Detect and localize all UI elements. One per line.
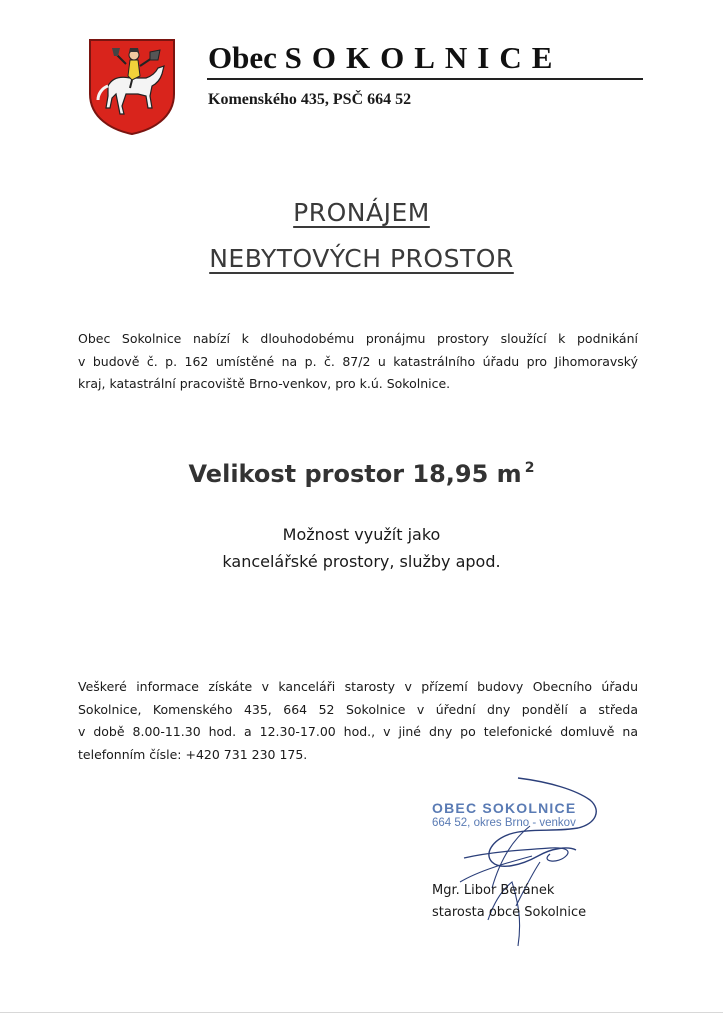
- space-size-exponent: 2: [524, 460, 535, 476]
- usage-line-1: Možnost využít jako: [282, 525, 441, 544]
- space-size-text: Velikost prostor 18,95 m: [188, 460, 522, 488]
- info-line: Sokolnice, Komenského 435, 664 52 Sokolnice v úřední dny pondělí a středa: [78, 701, 638, 717]
- municipality-prefix: Obec: [208, 40, 277, 75]
- municipality-address: Komenského 435, PSČ 664 52: [208, 91, 412, 108]
- info-line: telefonním čísle: +420 731 230 175.: [78, 746, 308, 762]
- handwritten-signature: [400, 770, 640, 960]
- title-line-2: NEBYTOVÝCH PROSTOR: [209, 244, 514, 273]
- intro-line: v budově č. p. 162 umístěné na p. č. 87/2 u katastrálního úřadu pro Jihomoravský: [78, 353, 638, 369]
- signer-role: starosta obce Sokolnice: [432, 905, 587, 920]
- municipality-title: [208, 40, 562, 76]
- title-line-1: PRONÁJEM: [293, 198, 430, 227]
- signer-block: [432, 880, 586, 924]
- intro-line: Obec Sokolnice nabízí k dlouhodobému pronájmu prostory sloužící k podnikání: [78, 331, 638, 346]
- signer-name: Mgr. Libor Beránek: [432, 883, 555, 898]
- coat-of-arms-emblem: [86, 36, 178, 136]
- header-divider: [207, 78, 643, 80]
- stamp-line-2: 664 52, okres Brno - venkov: [432, 817, 576, 829]
- stamp-line-1: OBEC SOKOLNICE: [432, 800, 577, 816]
- page-bottom-edge: [0, 1012, 723, 1013]
- space-size: [0, 453, 723, 489]
- intro-paragraph: [78, 328, 638, 396]
- intro-line: kraj, katastrální pracoviště Brno-venkov, pro k.ú. Sokolnice.: [78, 376, 451, 391]
- municipality-name: SOKOLNICE: [284, 40, 563, 75]
- info-line: v době 8.00-11.30 hod. a 12.30-17.00 hod., v jiné dny po telefonické domluvě na: [78, 724, 638, 739]
- info-paragraph: [78, 676, 638, 766]
- usage-line-2: kancelářské prostory, služby apod.: [222, 552, 501, 571]
- info-line: Veškeré informace získáte v kanceláři starosty v přízemí budovy Obecního úřadu: [78, 679, 638, 694]
